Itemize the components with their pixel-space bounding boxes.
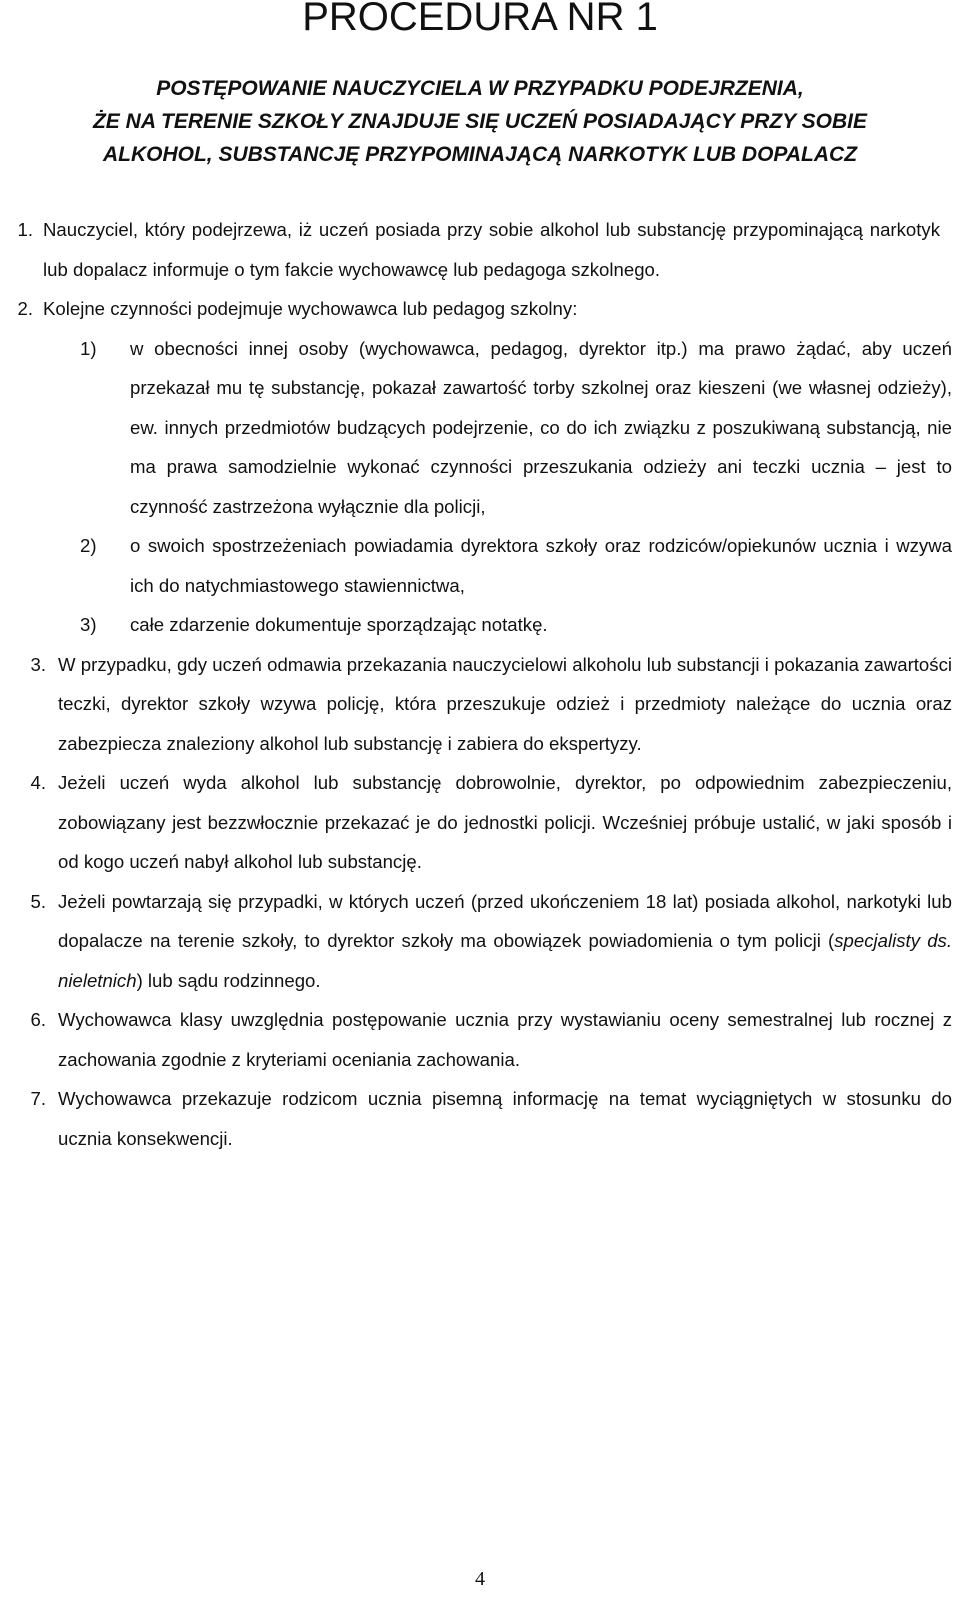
item-text-italic: specjalisty ds. nieletnich [58, 930, 952, 991]
procedure-item-4 [10, 763, 952, 882]
item-text [58, 882, 952, 1001]
item-number: 2. [17, 298, 33, 319]
page-number: 4 [475, 1568, 485, 1590]
procedure-subitem-1 [80, 329, 952, 527]
document-title: PROCEDURA NR 1 [302, 0, 658, 39]
procedure-item-3 [10, 645, 952, 764]
item-text-part: Jeżeli powtarzają się przypadki, w których uczeń (przed ukończeniem 18 lat) posiada alkohol, narkotyki lub dopalacze na terenie szkoły, to dyrektor szkoły ma obowiązek powiadomienia o tym policji ( [58, 890, 952, 951]
item-text: Wychowawca przekazuje rodzicom ucznia pisemną informację na temat wyciągniętych w stosunku do ucznia konsekwencji. [58, 1088, 952, 1149]
procedure-subitem-3 [80, 605, 952, 645]
document-subtitle [0, 72, 960, 171]
subtitle-line: ŻE NA TERENIE SZKOŁY ZNAJDUJE SIĘ UCZEŃ POSIADAJĄCY PRZY SOBIE [92, 110, 868, 133]
subitem-text: w obecności innej osoby (wychowawca, pedagog, dyrektor itp.) ma prawo żądać, aby uczeń przekazał mu tę substancję, pokazał zawartość torby szkolnej oraz kieszeni (we własnej odzieży), ew. innych przedmiotów budzących podejrzenie, co do ich związku z poszukiwaną substancją, nie ma prawa samodzielnie wykonać czynności przeszukania odzieży ani teczki ucznia – jest to czynność zastrzeżona wyłącznie dla policji, [130, 337, 952, 517]
subtitle-line: ALKOHOL, SUBSTANCJĘ PRZYPOMINAJĄCĄ NARKOTYK LUB DOPALACZ [102, 143, 858, 166]
item-text: Nauczyciel, który podejrzewa, iż uczeń posiada przy sobie alkohol lub substancję przypominającą narkotyk lub dopalacz informuje o tym fakcie wychowawcę lub pedagoga szkolnego. [43, 219, 940, 280]
procedure-item-6 [10, 1000, 952, 1079]
item-text: Wychowawca klasy uwzględnia postępowanie ucznia przy wystawianiu oceny semestralnej lub rocznej z zachowania zgodnie z kryteriami oceniania zachowania. [58, 1009, 952, 1070]
item-text: Kolejne czynności podejmuje wychowawca lub pedagog szkolny: [43, 298, 578, 319]
item-text-part: ) lub sądu rodzinnego. [136, 969, 321, 991]
procedure-subitem-2 [80, 526, 952, 605]
subitem-number: 1) [80, 337, 97, 359]
procedure-item-5 [10, 882, 952, 1001]
item-number: 4. [30, 772, 46, 793]
procedure-item-1 [0, 210, 952, 289]
item-number: 5. [30, 890, 46, 912]
procedure-item-2 [0, 289, 952, 329]
item-number: 7. [30, 1088, 46, 1109]
item-number: 6. [30, 1009, 46, 1030]
subitem-number: 3) [80, 614, 97, 635]
subitem-text: o swoich spostrzeżeniach powiadamia dyrektora szkoły oraz rodziców/opiekunów ucznia i wzywa ich do natychmiastowego stawiennictwa, [130, 535, 952, 596]
subtitle-line: POSTĘPOWANIE NAUCZYCIELA W PRZYPADKU PODEJRZENIA, [156, 77, 804, 100]
subitem-text: całe zdarzenie dokumentuje sporządzając notatkę. [130, 614, 548, 635]
procedure-item-7 [10, 1079, 952, 1158]
item-text: Jeżeli uczeń wyda alkohol lub substancję dobrowolnie, dyrektor, po odpowiednim zabezpieczeniu, zobowiązany jest bezzwłocznie przekazać je do jednostki policji. Wcześniej próbuje ustalić, w jaki sposób i od kogo uczeń nabył alkohol lub substancję. [58, 772, 952, 872]
item-text: W przypadku, gdy uczeń odmawia przekazania nauczycielowi alkoholu lub substancji i pokazania zawartości teczki, dyrektor szkoły wzywa policję, która przeszukuje odzież i przedmioty należące do ucznia oraz zabezpiecza znaleziony alkohol lub substancję i zabiera do ekspertyzy. [58, 653, 952, 754]
item-number: 3. [30, 653, 46, 675]
item-number: 1. [17, 219, 33, 240]
procedure-list [10, 210, 952, 1158]
subitem-number: 2) [80, 535, 97, 556]
